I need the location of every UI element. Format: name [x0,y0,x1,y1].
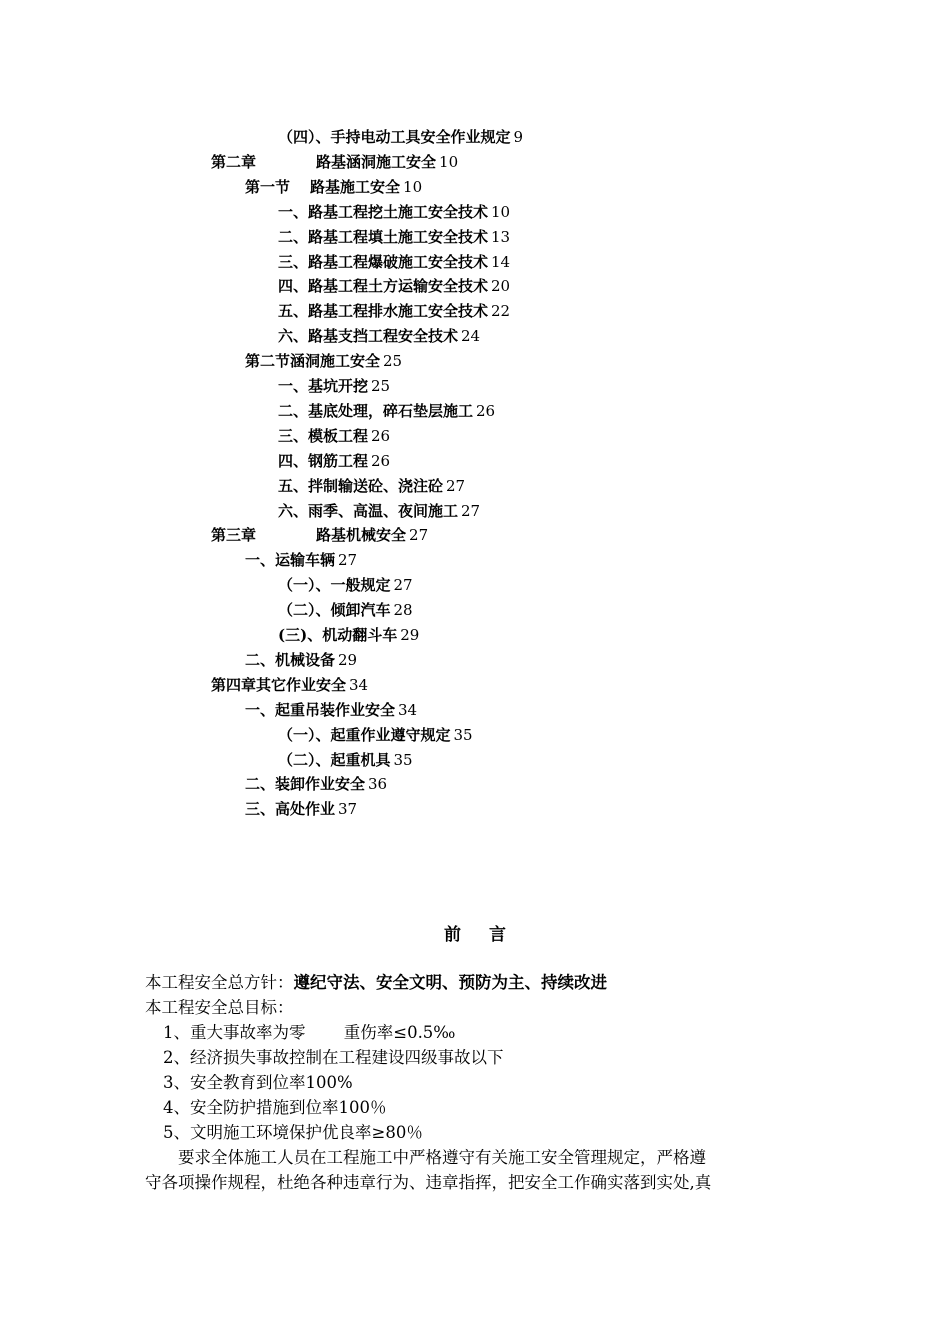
toc-entry-title: （二）、起重机具 [278,750,391,769]
toc-entry-page-number: 27 [338,551,358,570]
toc-entry-title: 六、雨季、高温、夜间施工 [278,501,459,520]
toc-entry-page-number: 20 [491,277,511,296]
toc-entry-title: （二）、倾卸汽车 [278,601,391,620]
toc-entry [278,499,480,524]
toc-entry [278,449,390,474]
toc-entry-title: 六、路基支挡工程安全技术 [278,327,459,346]
toc-entry-title: 三、模板工程 [278,426,369,445]
toc-entry-page-number: 25 [371,377,391,395]
toc-entry-title: 二、装卸作业安全 [245,775,366,794]
toc-entry-title: (三)、机动翻斗车 [278,626,398,644]
toc-entry [278,250,510,275]
toc-entry-title: （一）、起重作业遵守规定 [278,725,451,744]
toc-entry [211,150,458,175]
toc-entry-title: 二、机械设备 [245,650,336,669]
toc-entry-page-number: 10 [491,202,511,221]
toc-entry [245,648,357,673]
toc-entry-page-number: 29 [400,626,420,644]
toc-entry [245,548,357,573]
toc-entry-title: 三、路基工程爆破施工安全技术 [278,252,489,271]
toc-entry [278,125,523,150]
toc-entry-title: 四、路基工程土方运输安全技术 [278,277,489,296]
toc-entry-title: 二、基底处理，碎石垫层施工 [278,401,474,420]
toc-entry-title: 一、基坑开挖 [278,377,369,395]
toc-entry-page-number: 14 [491,252,511,271]
toc-entry [278,424,390,449]
toc-entry-page-number: 25 [383,352,403,371]
toc-entry-page-number: 35 [393,750,413,769]
toc-entry-page-number: 36 [368,775,388,794]
toc-entry-page-number: 24 [461,327,481,346]
toc-entry [278,723,473,748]
toc-entry [278,200,510,225]
safety-policy-label: 本工程安全总方针： [145,973,294,992]
toc-entry-page-number: 27 [393,576,413,595]
toc-entry [278,623,419,648]
toc-entry [278,399,495,424]
toc-entry-page-number: 27 [461,501,481,520]
toc-entry [245,175,422,200]
toc-entry [278,225,510,250]
toc-entry-page-number: 26 [371,426,391,445]
safety-policy-line [145,970,607,995]
toc-entry [278,274,510,299]
safety-goal-item: 2、经济损失事故控制在工程建设四级事故以下 [163,1048,504,1067]
toc-entry-page-number: 34 [398,700,418,719]
toc-entry-title: 一、路基工程挖土施工安全技术 [278,202,489,221]
toc-entry-title: 四、钢筋工程 [278,451,369,470]
preface-paragraph-line: 要求全体施工人员在工程施工中严格遵守有关施工安全管理规定，严格遵 [145,1148,706,1167]
toc-entry-page-number: 27 [446,476,466,495]
toc-entry-title: （四）、手持电动工具安全作业规定 [278,128,511,146]
toc-entry [245,797,357,822]
preface-paragraph-line: 守各项操作规程，杜绝各种违章行为、违章指挥，把安全工作确实落到实处,真 [145,1173,712,1192]
toc-entry-title: 路基施工安全 [310,177,401,196]
toc-entry-page-number: 26 [476,401,496,420]
toc-entry [278,324,480,349]
toc-entry [211,523,428,548]
toc-entry [245,349,402,374]
toc-entry [245,772,387,797]
toc-entry-title: 路基机械安全 [316,526,407,545]
toc-entry-page-number: 27 [409,526,429,545]
toc-entry-page-number: 37 [338,800,358,819]
safety-goals-label: 本工程安全总目标： [145,998,294,1017]
toc-entry [278,374,390,399]
toc-entry [278,598,413,623]
toc-entry [211,673,368,698]
safety-goal-item: 1、重大事故率为零 重伤率≤0.5‰ [163,1023,456,1042]
safety-goal-item: 5、文明施工环境保护优良率≥80％ [163,1123,423,1142]
toc-entry-title: 五、路基工程排水施工安全技术 [278,302,489,321]
toc-entry-page-number: 26 [371,451,391,470]
toc-entry-page-number: 22 [491,302,511,321]
toc-entry-page-number: 28 [393,601,413,620]
toc-entry-page-number: 9 [513,128,524,146]
toc-entry [278,474,465,499]
toc-entry-title: 一、运输车辆 [245,551,336,570]
toc-entry [278,748,413,773]
toc-entry-title: 路基涵洞施工安全 [316,152,437,171]
toc-entry-heading: 第三章 [211,526,257,545]
toc-entry [245,698,417,723]
safety-policy-text: 遵纪守法、安全文明、预防为主、持续改进 [293,973,607,992]
toc-entry-title: 二、路基工程填土施工安全技术 [278,227,489,246]
preface-title: 前言 [444,925,534,945]
safety-goal-item: 4、安全防护措施到位率100％ [163,1098,387,1117]
toc-entry-title: （一）、一般规定 [278,576,391,595]
toc-entry-page-number: 10 [403,177,423,196]
toc-entry-page-number: 34 [349,675,369,694]
toc-entry-title: 三、高处作业 [245,800,336,819]
toc-entry-title: 五、拌制输送砼、浇注砼 [278,476,444,495]
toc-entry-heading: 第一节 [245,177,291,196]
toc-entry [278,573,413,598]
toc-entry-page-number: 10 [439,152,459,171]
toc-entry-title: 第四章其它作业安全 [211,675,347,694]
toc-entry-heading: 第二章 [211,152,257,171]
toc-entry-page-number: 29 [338,650,358,669]
toc-entry-title: 一、起重吊装作业安全 [245,700,396,719]
toc-entry-page-number: 35 [453,725,473,744]
toc-entry-title: 第二节涵洞施工安全 [245,352,381,371]
safety-goal-item: 3、安全教育到位率100% [163,1073,353,1092]
toc-entry [278,299,510,324]
toc-entry-page-number: 13 [491,227,511,246]
